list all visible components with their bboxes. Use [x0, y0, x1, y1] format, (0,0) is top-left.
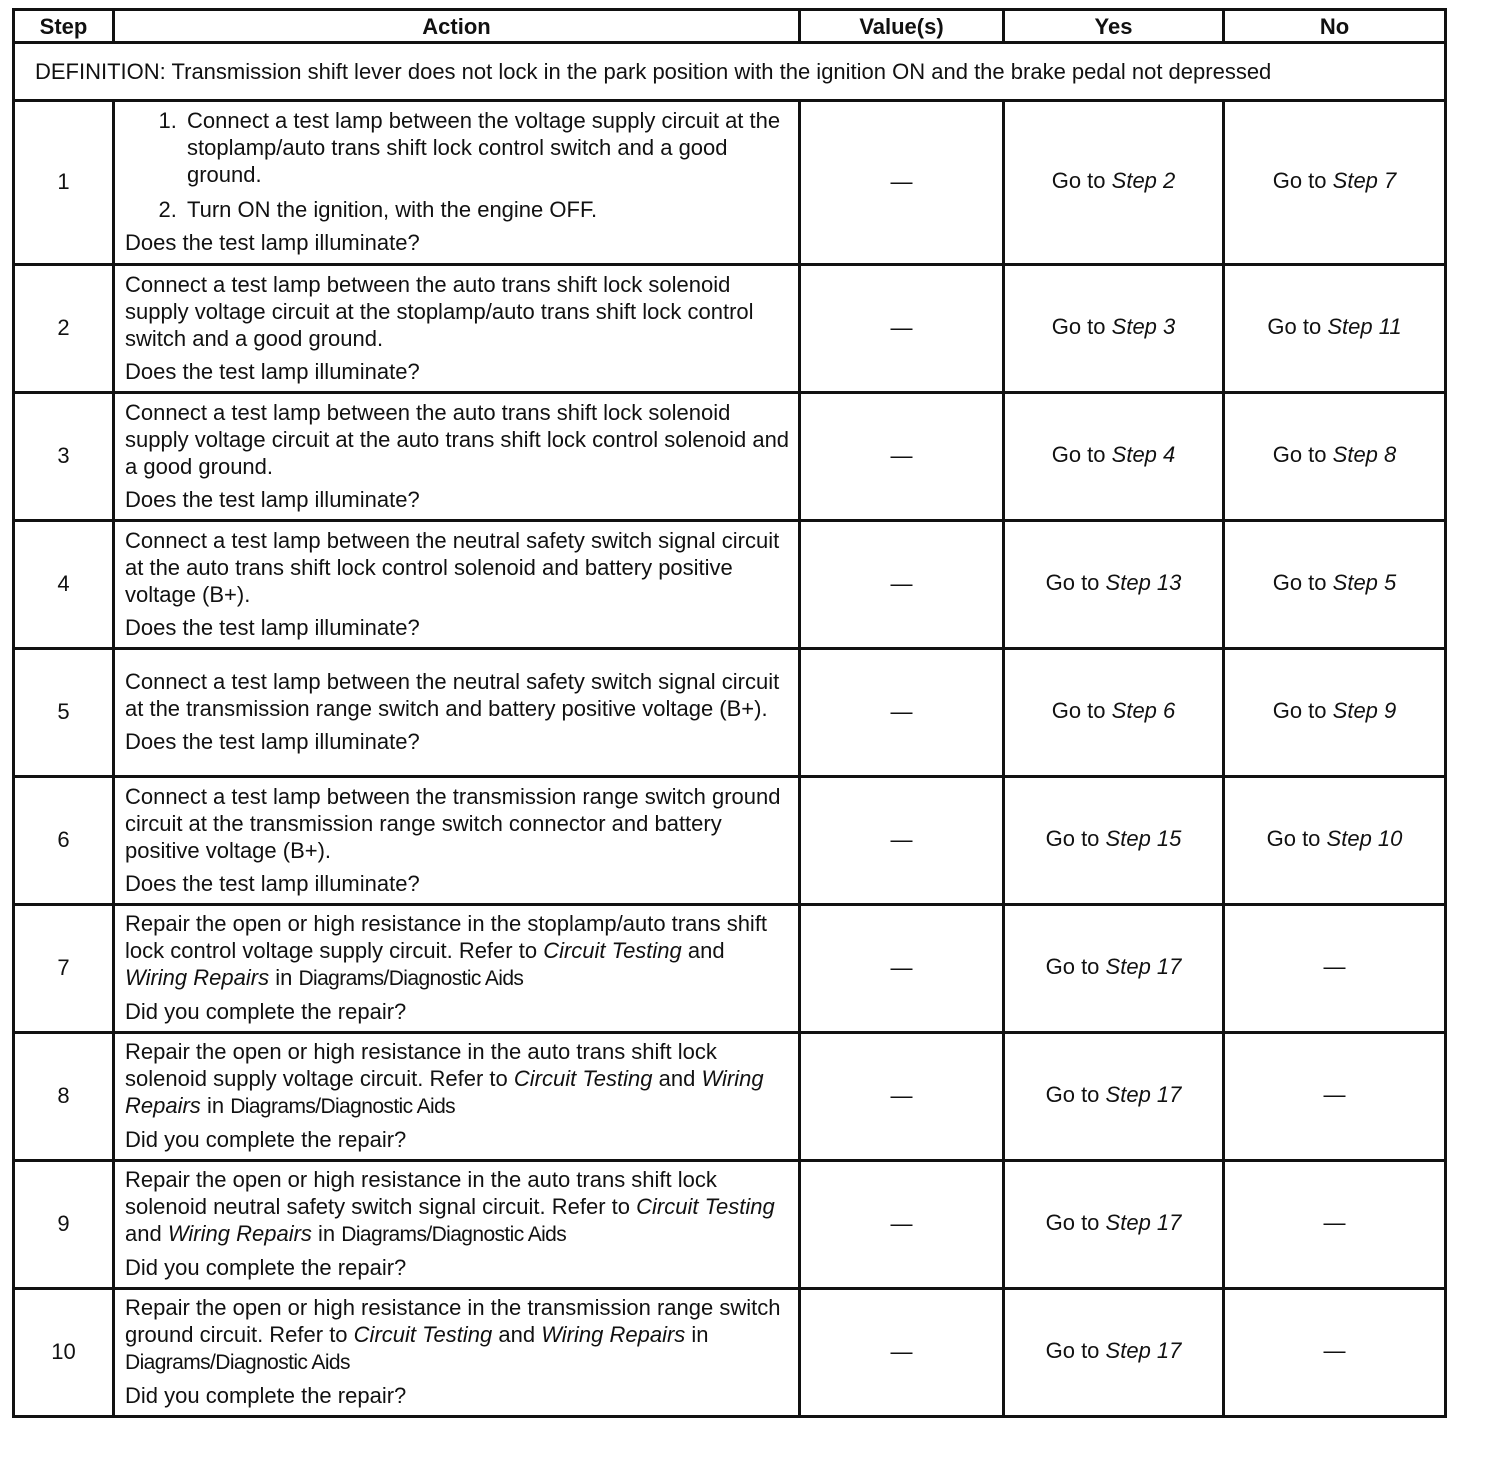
action-text: Connect a test lamp between the auto trans shift lock solenoid supply voltage circuit at the auto trans shift lock control solenoid and a good ground.	[125, 399, 790, 479]
header-action: Action	[114, 10, 800, 43]
no-cell	[1224, 649, 1446, 777]
step-number: 8	[14, 1033, 114, 1161]
action-text	[125, 1294, 792, 1376]
ref-in: in	[206, 1093, 225, 1118]
ref-in: in	[275, 965, 293, 990]
ref-and: and	[498, 1322, 536, 1347]
table-row	[14, 521, 1446, 649]
goto-step-link[interactable]: Step 17	[1105, 1337, 1182, 1363]
goto-prefix: Go to	[1045, 569, 1100, 595]
ref-diagrams: Diagrams/Diagnostic Aids	[230, 1095, 456, 1118]
action-question: Does the test lamp illuminate?	[125, 729, 420, 754]
no-cell: —	[1224, 1033, 1446, 1161]
step-number: 5	[14, 649, 114, 777]
value-cell: —	[800, 393, 1004, 521]
action-list-item: 1. Connect a test lamp between the voltage supply circuit at the stoplamp/auto trans shift lock control switch and a good ground.	[183, 107, 792, 188]
action-text: Connect a test lamp between the auto trans shift lock solenoid supply voltage circuit at the stoplamp/auto trans shift lock control switch and a good ground.	[125, 271, 754, 351]
value-cell: —	[800, 649, 1004, 777]
goto-step-link[interactable]: Step 17	[1105, 953, 1182, 979]
ref-wiring-repairs: Wiring Repairs	[541, 1322, 686, 1347]
yes-cell	[1004, 521, 1224, 649]
header-row	[14, 10, 1446, 43]
action-question: Does the test lamp illuminate?	[125, 358, 420, 384]
action-text	[125, 910, 792, 992]
ref-and: and	[125, 1221, 162, 1246]
goto-step-link[interactable]: Step 5	[1332, 569, 1397, 595]
no-cell	[1224, 777, 1446, 905]
definition: DEFINITION: Transmission shift lever does not lock in the park position with the ignition ON and the brake pedal not depressed	[14, 43, 1446, 101]
step-number: 2	[14, 265, 114, 393]
ref-wiring-repairs: Wiring Repairs	[125, 1066, 764, 1118]
action-cell	[114, 905, 800, 1033]
step-number: 9	[14, 1161, 114, 1289]
goto-step-link[interactable]: Step 11	[1327, 313, 1402, 339]
step-number: 3	[14, 393, 114, 521]
no-cell	[1224, 101, 1446, 265]
action-question: Does the test lamp illuminate?	[125, 486, 420, 512]
value-cell: —	[800, 101, 1004, 265]
value-cell: —	[800, 1161, 1004, 1289]
yes-cell	[1004, 649, 1224, 777]
goto-step-link[interactable]: Step 9	[1332, 697, 1397, 723]
action-cell	[114, 521, 800, 649]
action-question: Does the test lamp illuminate?	[125, 614, 420, 640]
header-values: Value(s)	[800, 10, 1004, 43]
table-row	[14, 1289, 1446, 1417]
action-text-main: Repair the open or high resistance in the transmission range switch ground circuit. Refer to	[125, 1295, 781, 1347]
action-cell	[114, 1289, 800, 1417]
goto-step-link[interactable]: Step 7	[1332, 167, 1397, 193]
goto-prefix: Go to	[1045, 1337, 1100, 1363]
no-cell	[1224, 393, 1446, 521]
ref-circuit-testing: Circuit Testing	[513, 1066, 653, 1091]
goto-step-link[interactable]: Step 17	[1105, 1081, 1182, 1107]
action-cell	[114, 265, 800, 393]
yes-cell	[1004, 1289, 1224, 1417]
no-cell: —	[1224, 905, 1446, 1033]
goto-step-link[interactable]: Step 6	[1111, 697, 1176, 723]
table-row	[14, 905, 1446, 1033]
yes-cell	[1004, 1161, 1224, 1289]
ref-and: and	[658, 1066, 696, 1091]
action-question: Did you complete the repair?	[125, 1255, 407, 1280]
header-no: No	[1224, 10, 1446, 43]
table-row	[14, 1033, 1446, 1161]
value-cell: —	[800, 1289, 1004, 1417]
action-question: Did you complete the repair?	[125, 1127, 407, 1152]
table-row	[14, 265, 1446, 393]
goto-step-link[interactable]: Step 17	[1105, 1209, 1182, 1235]
definition-row	[14, 43, 1446, 101]
goto-prefix: Go to	[1051, 313, 1106, 339]
goto-prefix: Go to	[1045, 1209, 1100, 1235]
goto-prefix: Go to	[1272, 167, 1327, 193]
goto-step-link[interactable]: Step 8	[1332, 441, 1397, 467]
yes-cell	[1004, 1033, 1224, 1161]
table-row	[14, 393, 1446, 521]
step-number: 6	[14, 777, 114, 905]
yes-cell	[1004, 777, 1224, 905]
no-cell: —	[1224, 1161, 1446, 1289]
action-text-main: Repair the open or high resistance in the auto trans shift lock solenoid neutral safety switch signal circuit. Refer to	[125, 1167, 717, 1219]
table-row	[14, 777, 1446, 905]
goto-prefix: Go to	[1266, 825, 1321, 851]
table-row	[14, 1161, 1446, 1289]
ref-in: in	[318, 1221, 336, 1246]
value-cell: —	[800, 521, 1004, 649]
yes-cell	[1004, 393, 1224, 521]
ref-diagrams: Diagrams/Diagnostic Aids	[341, 1223, 567, 1246]
ref-and: and	[687, 938, 725, 963]
action-text	[125, 1038, 792, 1120]
goto-prefix: Go to	[1272, 569, 1327, 595]
goto-prefix: Go to	[1051, 167, 1106, 193]
goto-step-link[interactable]: Step 2	[1111, 167, 1176, 193]
goto-prefix: Go to	[1051, 697, 1106, 723]
value-cell: —	[800, 1033, 1004, 1161]
yes-cell	[1004, 905, 1224, 1033]
step-number: 4	[14, 521, 114, 649]
goto-prefix: Go to	[1267, 313, 1322, 339]
step-number: 7	[14, 905, 114, 1033]
goto-step-link[interactable]: Step 4	[1111, 441, 1176, 467]
goto-prefix: Go to	[1045, 953, 1100, 979]
no-cell	[1224, 265, 1446, 393]
table-row	[14, 649, 1446, 777]
yes-cell	[1004, 101, 1224, 265]
action-text: Connect a test lamp between the neutral safety switch signal circuit at the auto trans shift lock control solenoid and battery positive voltage (B+).	[125, 527, 780, 607]
header-yes: Yes	[1004, 10, 1224, 43]
goto-prefix: Go to	[1272, 441, 1327, 467]
step-number: 1	[14, 101, 114, 265]
yes-cell	[1004, 265, 1224, 393]
value-cell: —	[800, 777, 1004, 905]
action-cell	[114, 649, 800, 777]
header-step: Step	[14, 10, 114, 43]
action-question: Did you complete the repair?	[125, 1383, 407, 1408]
value-cell: —	[800, 905, 1004, 1033]
ref-in: in	[691, 1322, 709, 1347]
action-list-item: 2. Turn ON the ignition, with the engine OFF.	[183, 196, 792, 223]
goto-prefix: Go to	[1045, 1081, 1100, 1107]
action-text-main: Repair the open or high resistance in the stoplamp/auto trans shift lock control voltage supply circuit. Refer to	[125, 911, 768, 963]
ref-circuit-testing: Circuit Testing	[543, 938, 682, 963]
goto-prefix: Go to	[1045, 825, 1100, 851]
table-row	[14, 101, 1446, 265]
ref-circuit-testing: Circuit Testing	[636, 1194, 775, 1219]
action-text: Connect a test lamp between the neutral safety switch signal circuit at the transmission range switch and battery positive voltage (B+).	[125, 669, 780, 721]
action-cell	[114, 101, 800, 265]
goto-step-link[interactable]: Step 15	[1105, 825, 1182, 851]
ref-diagrams: Diagrams/Diagnostic Aids	[298, 967, 524, 990]
ref-diagrams: Diagrams/Diagnostic Aids	[125, 1351, 350, 1374]
action-cell	[114, 1033, 800, 1161]
ref-wiring-repairs: Wiring Repairs	[167, 1221, 312, 1246]
no-cell	[1224, 521, 1446, 649]
action-text: Connect a test lamp between the transmission range switch ground circuit at the transmission range switch connector and battery positive voltage (B+).	[125, 783, 781, 863]
ref-circuit-testing: Circuit Testing	[353, 1322, 493, 1347]
no-cell: —	[1224, 1289, 1446, 1417]
action-question: Does the test lamp illuminate?	[125, 230, 420, 255]
action-text	[125, 1166, 792, 1248]
ref-wiring-repairs: Wiring Repairs	[125, 965, 270, 990]
action-cell	[114, 393, 800, 521]
goto-prefix: Go to	[1051, 441, 1106, 467]
action-text-main: Repair the open or high resistance in the auto trans shift lock solenoid supply voltage circuit. Refer to	[125, 1039, 717, 1091]
value-cell: —	[800, 265, 1004, 393]
action-question: Did you complete the repair?	[125, 999, 407, 1024]
action-cell	[114, 777, 800, 905]
action-cell	[114, 1161, 800, 1289]
action-list	[125, 107, 792, 223]
step-number: 10	[14, 1289, 114, 1417]
goto-step-link[interactable]: Step 13	[1105, 569, 1182, 595]
diagnostic-table	[12, 8, 1447, 1418]
action-question: Does the test lamp illuminate?	[125, 870, 420, 896]
goto-step-link[interactable]: Step 3	[1111, 313, 1176, 339]
goto-prefix: Go to	[1272, 697, 1327, 723]
goto-step-link[interactable]: Step 10	[1326, 825, 1403, 851]
